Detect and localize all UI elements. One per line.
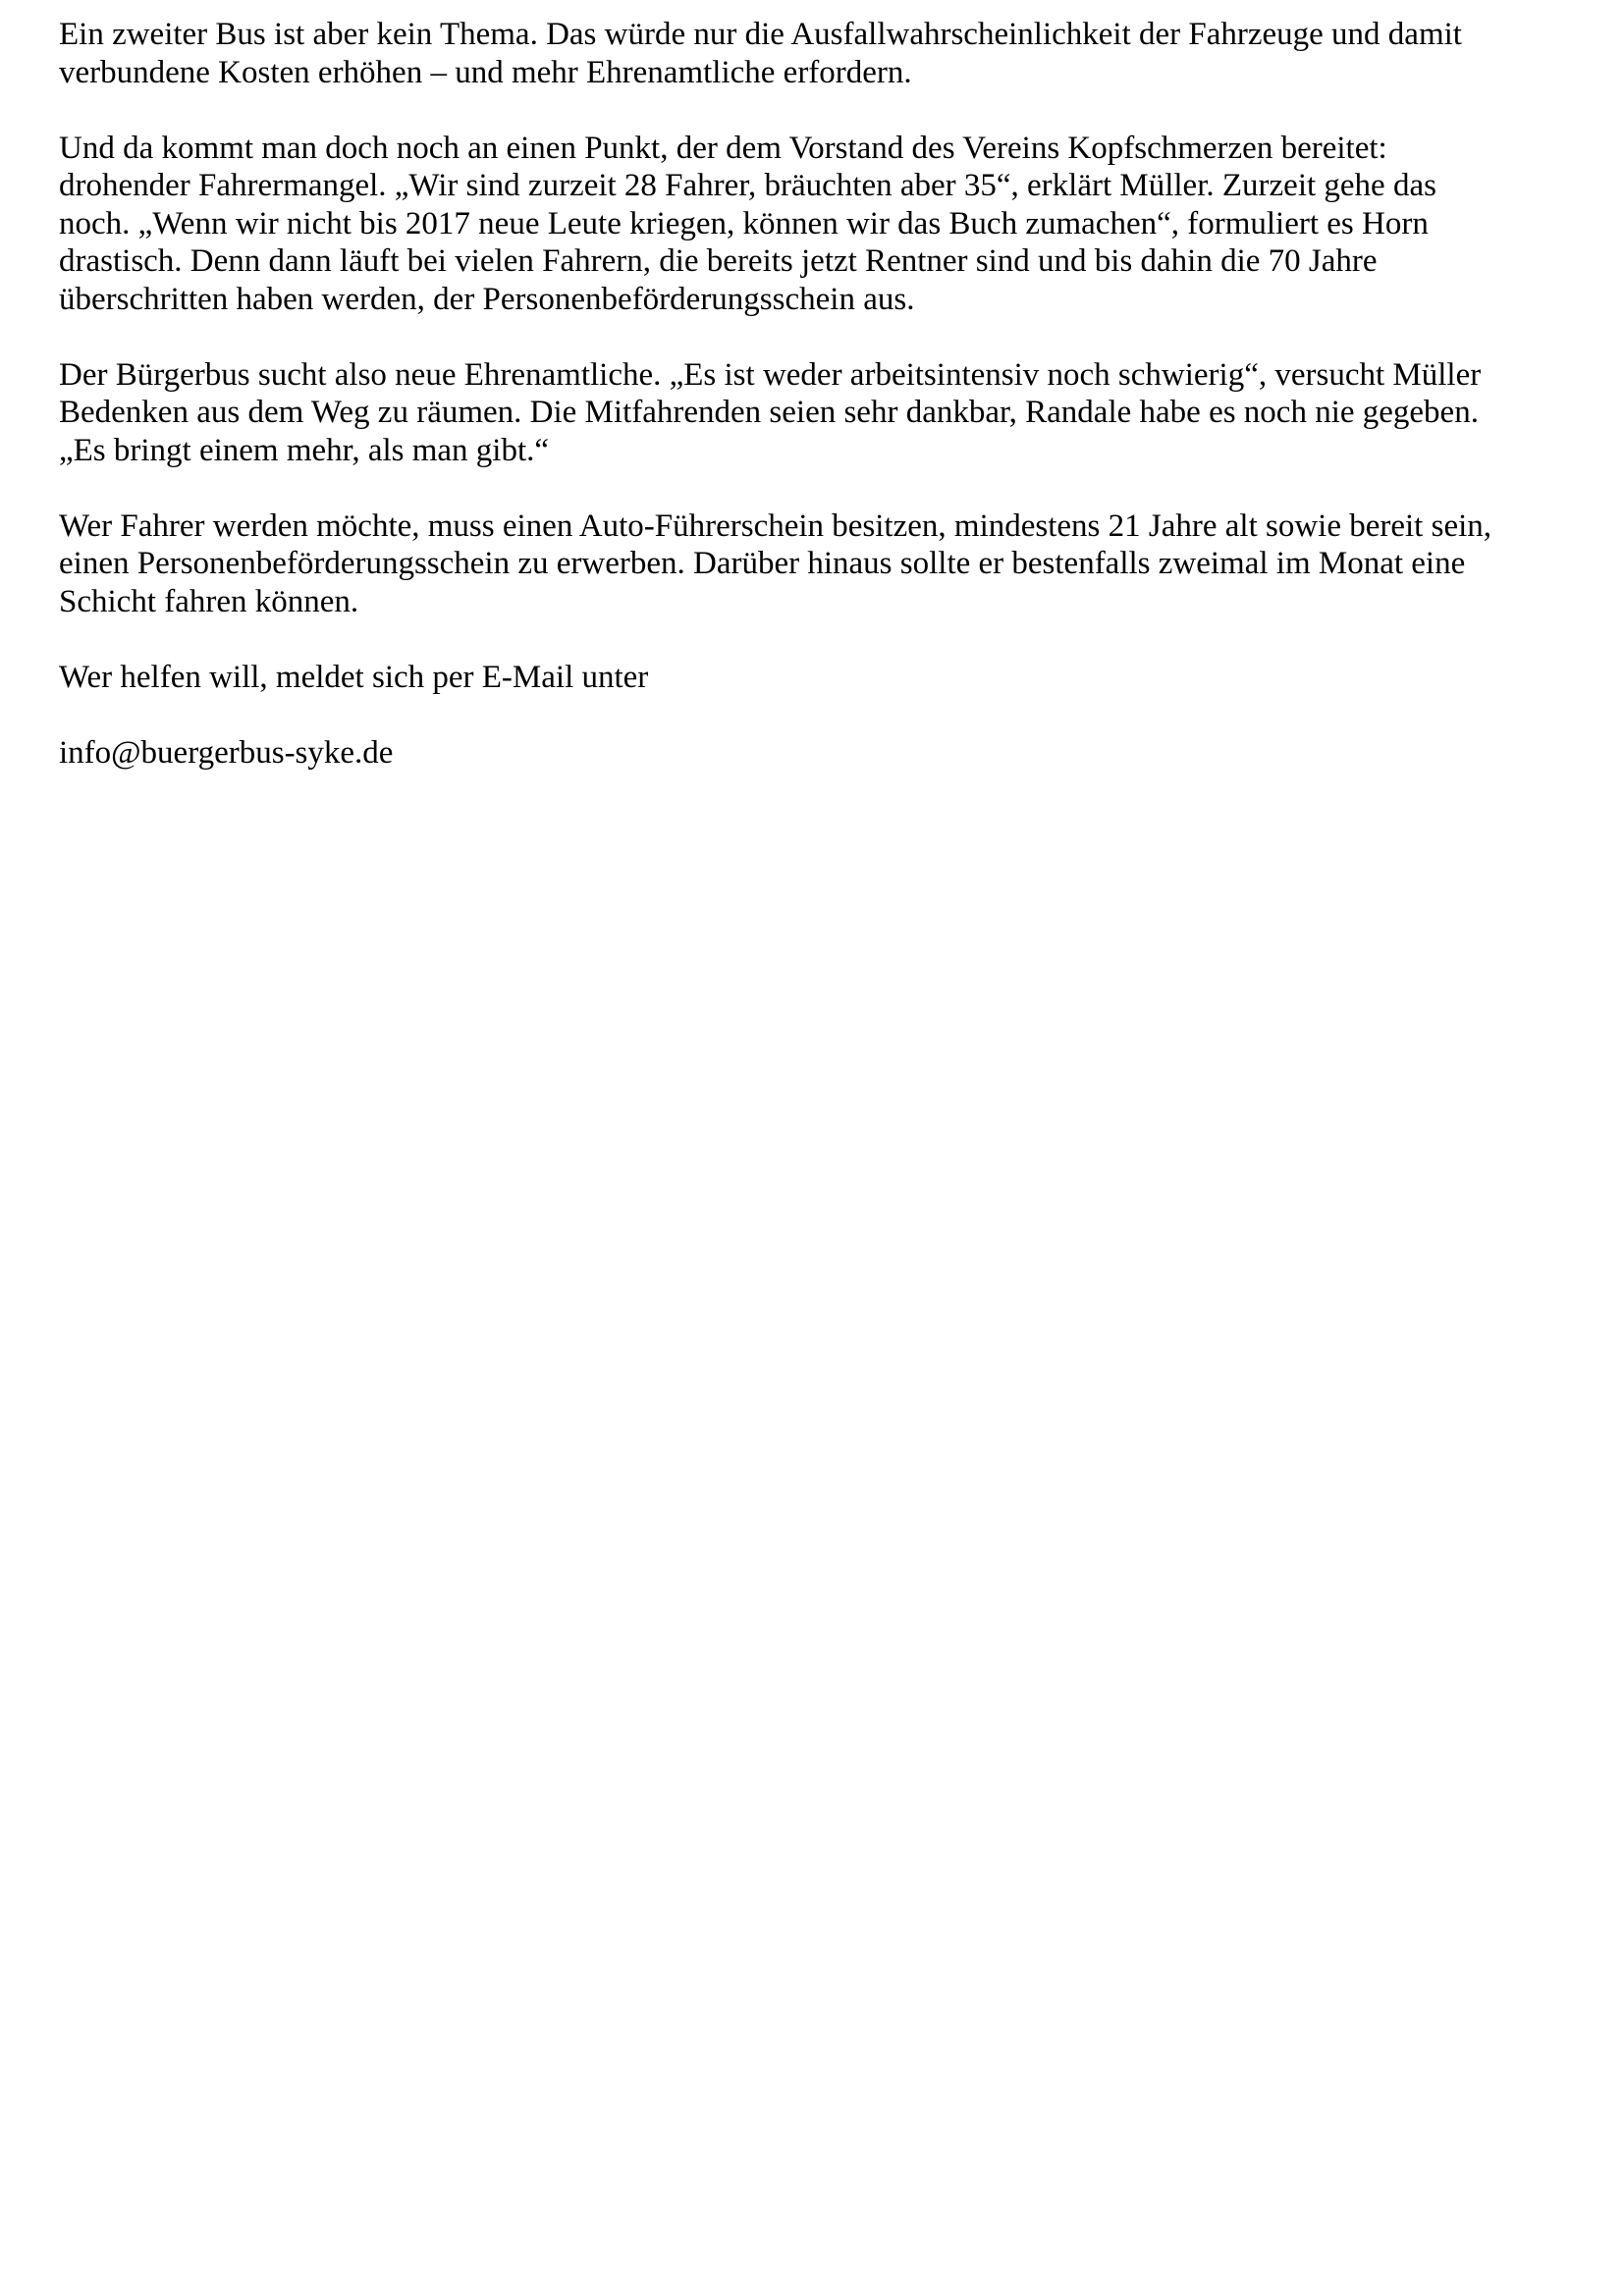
paragraph-volunteers-wanted: Der Bürgerbus sucht also neue Ehrenamtliche. „Es ist weder arbeitsintensiv noch schwierig“, versucht Müller Bedenken aus dem Weg zu räumen. Die Mitfahrenden seien sehr dankbar, Randale habe es noch nie gegeben. „Es bringt einem mehr, als man gibt.“ xyxy=(59,356,1482,468)
paragraph-second-bus: Ein zweiter Bus ist aber kein Thema. Das würde nur die Ausfallwahrscheinlichkeit der Fahrzeuge und damit verbundene Kosten erhöhen – und mehr Ehrenamtliche erfordern. xyxy=(59,17,1462,90)
paragraph-driver-requirements: Wer Fahrer werden möchte, muss einen Auto-Führerschein besitzen, mindestens 21 Jahre alt sowie bereit sein, einen Personenbeförderungsschein zu erwerben. Darüber hinaus sollte er bestenfalls zweimal im Monat eine Schicht fahren können. xyxy=(59,507,1492,619)
article-body xyxy=(59,16,1571,772)
paragraph-driver-shortage: Und da kommt man doch noch an einen Punkt, der dem Vorstand des Vereins Kopfschmerzen bereitet: drohender Fahrermangel. „Wir sind zurzeit 28 Fahrer, bräuchten aber 35“, erklärt Müller. Zurzeit gehe das noch. „Wenn wir nicht bis 2017 neue Leute kriegen, können wir das Buch zumachen“, formuliert es Horn drastisch. Denn dann läuft bei vielen Fahrern, die bereits jetzt Rentner sind und bis dahin die 70 Jahre überschritten haben werden, der Personenbeförderungsschein aus. xyxy=(59,130,1436,317)
contact-email: info@buergerbus-syke.de xyxy=(59,734,394,771)
paragraph-contact-intro: Wer helfen will, meldet sich per E-Mail unter xyxy=(59,659,649,695)
